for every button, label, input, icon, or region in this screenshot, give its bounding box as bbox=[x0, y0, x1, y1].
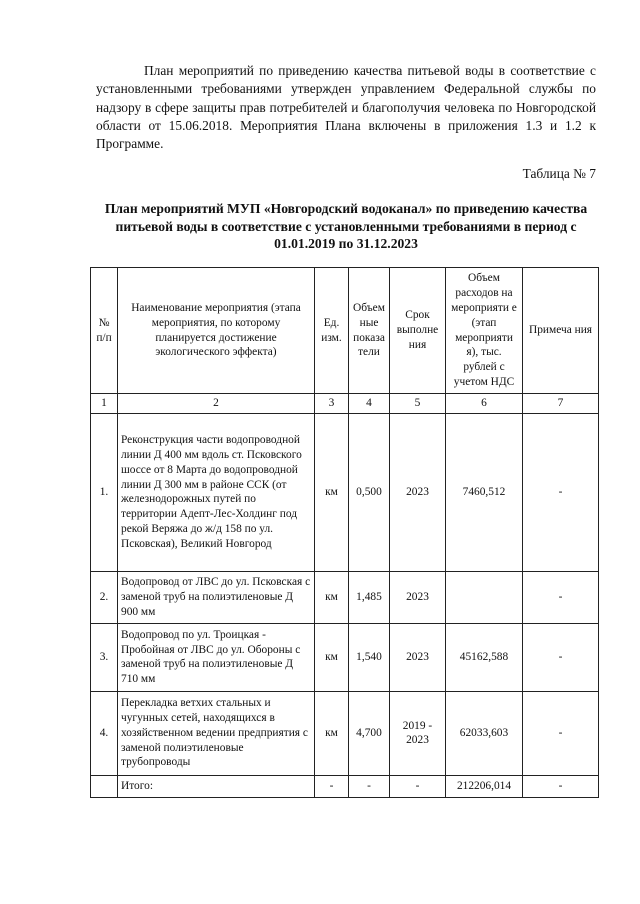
row-cost: 62033,603 bbox=[446, 691, 523, 775]
row-measure-name: Реконструкция части водопроводной линии Д 400 мм вдоль ст. Псковского шоссе от 8 Марта до водопроводной линии Д 300 мм в районе ССК (от железнодорожных путей по территории Адепт-Лес-Холдинг под рекой Веряжа до ж/д 158 по ул. Псковская), Великий Новгород bbox=[118, 413, 315, 571]
header-number: № п/п bbox=[91, 268, 118, 394]
row-volume: 0,500 bbox=[349, 413, 390, 571]
row-volume: 4,700 bbox=[349, 691, 390, 775]
row-unit: км bbox=[315, 413, 349, 571]
header-cost: Объем расходов на мероприяти е (этап мероприяти я), тыс. рублей с учетом НДС bbox=[446, 268, 523, 394]
measures-table bbox=[90, 267, 599, 798]
header-term: Срок выполне ния bbox=[390, 268, 446, 394]
total-number bbox=[91, 775, 118, 797]
total-term: - bbox=[390, 775, 446, 797]
row-number: 3. bbox=[91, 623, 118, 691]
row-number: 2. bbox=[91, 571, 118, 623]
row-cost: 7460,512 bbox=[446, 413, 523, 571]
column-number-row bbox=[91, 394, 599, 414]
table-title: План мероприятий МУП «Новгородский водоканал» по приведению качества питьевой воды в соответствие с установленными требованиями в период с 01.01.2019 по 31.12.2023 bbox=[104, 201, 588, 251]
row-measure-name: Водопровод по ул. Троицкая - Пробойная от ЛВС до ул. Обороны с заменой труб на полиэтиленовые Д 710 мм bbox=[118, 623, 315, 691]
column-number: 4 bbox=[349, 394, 390, 414]
total-volume: - bbox=[349, 775, 390, 797]
row-unit: км bbox=[315, 623, 349, 691]
column-number: 2 bbox=[118, 394, 315, 414]
column-number: 6 bbox=[446, 394, 523, 414]
row-number: 1. bbox=[91, 413, 118, 571]
header-unit: Ед. изм. bbox=[315, 268, 349, 394]
header-measure-name: Наименование мероприятия (этапа мероприятия, по которому планируется достижение экологического эффекта) bbox=[118, 268, 315, 394]
row-note: - bbox=[523, 623, 599, 691]
row-measure-name: Перекладка ветхих стальных и чугунных сетей, находящихся в хозяйственном ведении предприятия с заменой полиэтиленовые трубопроводы bbox=[118, 691, 315, 775]
header-notes: Примеча ния bbox=[523, 268, 599, 394]
column-number: 1 bbox=[91, 394, 118, 414]
table-row bbox=[91, 691, 599, 775]
row-unit: км bbox=[315, 691, 349, 775]
row-term: 2023 bbox=[390, 571, 446, 623]
row-cost bbox=[446, 571, 523, 623]
row-cost: 45162,588 bbox=[446, 623, 523, 691]
row-number: 4. bbox=[91, 691, 118, 775]
table-row bbox=[91, 623, 599, 691]
table-total-row bbox=[91, 775, 599, 797]
row-term: 2023 bbox=[390, 623, 446, 691]
row-note: - bbox=[523, 413, 599, 571]
row-term: 2023 bbox=[390, 413, 446, 571]
row-measure-name: Водопровод от ЛВС до ул. Псковская с заменой труб на полиэтиленовые Д 900 мм bbox=[118, 571, 315, 623]
total-note: - bbox=[523, 775, 599, 797]
row-volume: 1,540 bbox=[349, 623, 390, 691]
total-unit: - bbox=[315, 775, 349, 797]
table-number-label: Таблица № 7 bbox=[522, 166, 596, 181]
row-volume: 1,485 bbox=[349, 571, 390, 623]
column-number: 5 bbox=[390, 394, 446, 414]
row-term: 2019 - 2023 bbox=[390, 691, 446, 775]
column-number: 3 bbox=[315, 394, 349, 414]
row-unit: км bbox=[315, 571, 349, 623]
row-note: - bbox=[523, 691, 599, 775]
total-cost: 212206,014 bbox=[446, 775, 523, 797]
table-row bbox=[91, 413, 599, 571]
row-note: - bbox=[523, 571, 599, 623]
table-row bbox=[91, 571, 599, 623]
total-label: Итого: bbox=[118, 775, 315, 797]
header-volume: Объем ные показа тели bbox=[349, 268, 390, 394]
table-header-row bbox=[91, 268, 599, 394]
column-number: 7 bbox=[523, 394, 599, 414]
intro-paragraph: План мероприятий по приведению качества питьевой воды в соответствие с установленными требованиями утвержден управлением Федеральной службы по надзору в сфере защиты прав потребителей и благополучия человека по Новгородской области от 15.06.2018. Мероприятия Плана включены в приложения 1.3 и 1.2 к Программе. bbox=[96, 63, 596, 152]
